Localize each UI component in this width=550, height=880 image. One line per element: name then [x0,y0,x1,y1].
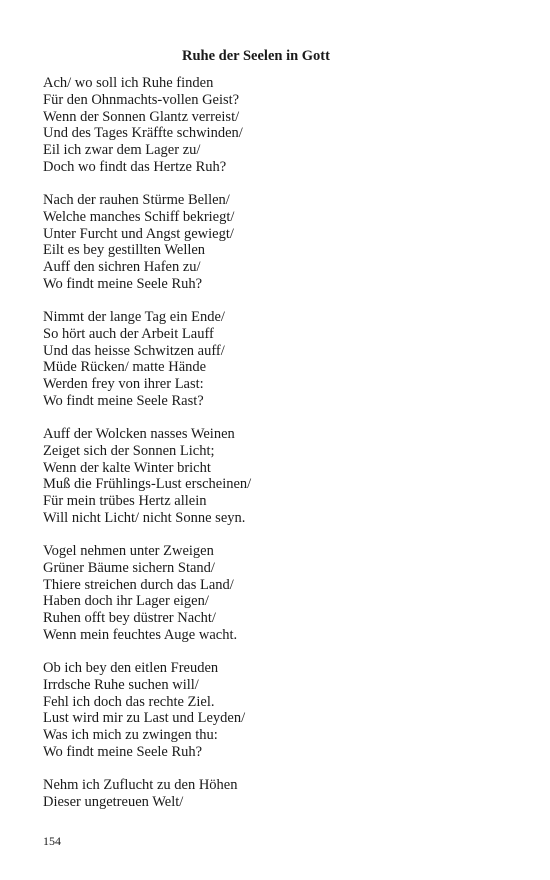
verse-line: Für den Ohnmachts-vollen Geist? [43,91,240,108]
verse-line: Doch wo findt das Hertze Ruh? [43,158,227,175]
verse-line: Welche manches Schiff bekriegt/ [43,208,235,225]
verse-line: Wo findt meine Seele Ruh? [43,743,203,760]
verse-line: Zeiget sich der Sonnen Licht; [43,442,215,459]
verse-line: Wo findt meine Seele Ruh? [43,275,203,292]
stanza-4 [43,426,513,527]
verse-line: Ob ich bey den eitlen Freuden [43,660,219,676]
verse-line: Nehm ich Zuflucht zu den Höhen [43,777,238,793]
verse-line: So hört auch der Arbeit Lauff [43,325,214,342]
stanza-5 [43,543,513,644]
verse-line: Will nicht Licht/ nicht Sonne seyn. [43,509,246,526]
verse-line: Muß die Frühlings-Lust erscheinen/ [43,476,252,493]
verse-line: Auff der Wolcken nasses Weinen [43,426,235,442]
verse-line: Lust wird mir zu Last und Leyden/ [43,710,246,727]
verse-line: Was ich mich zu zwingen thu: [43,727,218,743]
verse-line: Unter Furcht und Angst gewiegt/ [43,225,234,242]
verse-line: Eil ich zwar dem Lager zu/ [43,142,201,158]
stanza-1 [43,75,513,176]
verse-line: Nach der rauhen Stürme Bellen/ [43,192,230,208]
verse-line: Nimmt der lange Tag ein Ende/ [43,309,225,325]
verse-line: Ruhen offt bey düstrer Nacht/ [43,610,216,626]
stanza-3 [43,309,513,410]
verse-line: Irrdsche Ruhe suchen will/ [43,676,199,693]
verse-line: Grüner Bäume sichern Stand/ [43,559,215,576]
verse-line: Haben doch ihr Lager eigen/ [43,593,209,610]
stanza-2 [43,192,513,293]
poem-body [43,75,513,827]
verse-line: Für mein trübes Hertz allein [43,493,207,509]
verse-line: Dieser ungetreuen Welt/ [43,793,184,810]
verse-line: Wenn der Sonnen Glantz verreist/ [43,108,240,125]
verse-line: Auff den sichren Hafen zu/ [43,259,201,275]
verse-line: Und das heisse Schwitzen auff/ [43,342,225,359]
verse-line: Wenn mein feuchtes Auge wacht. [43,626,238,643]
verse-line: Vogel nehmen unter Zweigen [43,543,214,559]
verse-line: Thiere streichen durch das Land/ [43,576,234,593]
verse-line: Wo findt meine Seele Rast? [43,392,204,409]
verse-line: Werden frey von ihrer Last: [43,376,204,392]
verse-line: Und des Tages Kräffte schwinden/ [43,125,243,142]
page-number: 154 [43,834,61,848]
verse-line: Wenn der kalte Winter bricht [43,459,211,476]
stanza-6 [43,660,513,761]
verse-line: Ach/ wo soll ich Ruhe finden [43,75,214,91]
verse-line: Müde Rücken/ matte Hände [43,359,207,376]
poem-title: Ruhe der Seelen in Gott [182,48,330,64]
verse-line: Fehl ich doch das rechte Ziel. [43,693,215,710]
verse-line: Eilt es bey gestillten Wellen [43,242,206,259]
stanza-7 [43,777,513,811]
